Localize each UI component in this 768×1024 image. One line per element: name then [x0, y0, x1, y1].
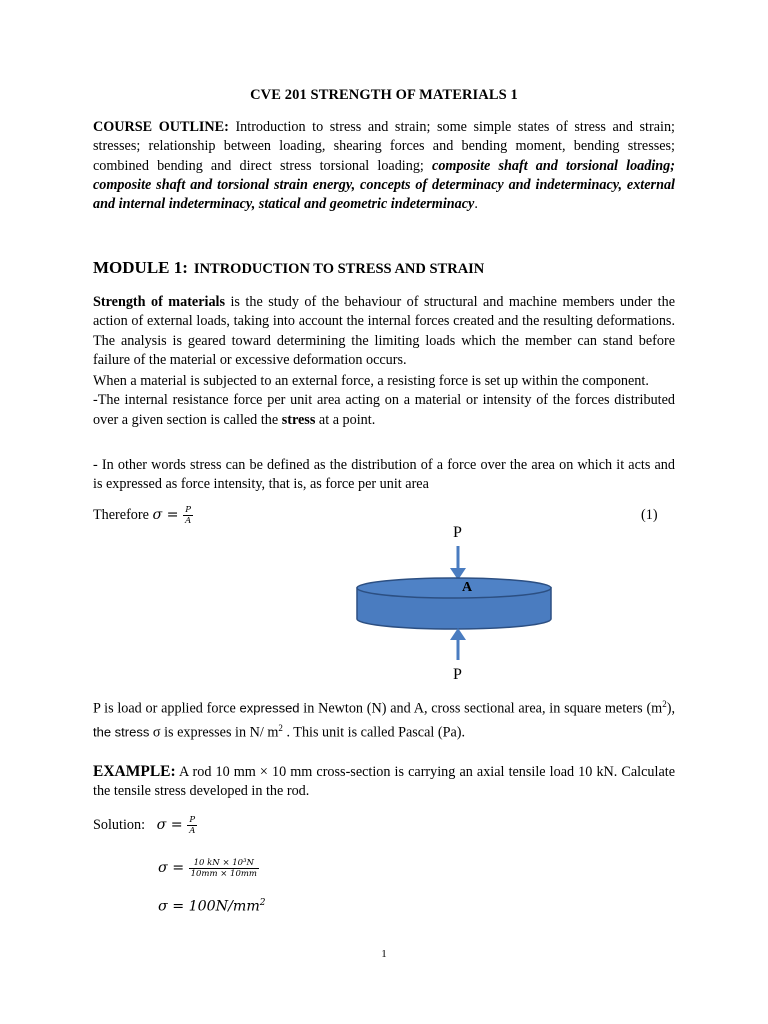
units-text-the-stress: the stress [93, 724, 150, 740]
course-title: CVE 201 STRENGTH OF MATERIALS 1 [250, 87, 518, 103]
solution-eq2-lhs: σ = [158, 859, 189, 876]
equation-1-prefix: Therefore [93, 506, 153, 523]
solution-line-2 [158, 858, 259, 879]
course-outline-emphasis: composite shaft and torsional loading; composite shaft and torsional strain energy, concepts of determinacy and indeterminacy, external and internal indeterminacy, statical and geometric indeterminacy [93, 157, 676, 213]
solution-eq2-fraction [189, 858, 259, 879]
diagram-area-label: A [462, 580, 473, 595]
bottom-load-arrow-head [450, 628, 466, 640]
strength-definition-text: is the study of the behaviour of structural and machine members under the action of external loads, taking into account the internal forces created and the resulting deformations. The analysis is geared toward determining the limiting loads which the member can stand before failure of the material or excessive deformation occurs. [93, 294, 675, 368]
solution-eq1-fraction [187, 815, 197, 836]
equation-1-fraction [183, 505, 193, 526]
module-label: MODULE 1: [93, 258, 188, 277]
module-heading [93, 258, 693, 278]
course-outline-paragraph [93, 118, 675, 214]
solution-eq1-lhs: σ = [156, 816, 188, 833]
module-title: INTRODUCTION TO STRESS AND STRAIN [193, 261, 485, 277]
example-label: EXAMPLE: [93, 763, 176, 780]
equation-1-denominator: A [185, 516, 192, 526]
diagram-top-load-label: P [453, 524, 462, 541]
strength-definition-paragraph [93, 293, 675, 370]
units-text-expressed: expressed [239, 700, 300, 716]
stress-definition-text: -The internal resistance force per unit area acting on a material or intensity of the forces distributed over a given section is called the [93, 392, 675, 428]
stress-diagram [340, 520, 570, 690]
units-text-a: P is load or applied force [93, 700, 240, 717]
stress-other-words-paragraph: - In other words stress can be defined as the distribution of a force over the area on which it acts and is expressed as force intensity, that is, as force per unit area [93, 457, 675, 493]
course-outline-label: COURSE OUTLINE: [93, 119, 229, 135]
units-text-d: ), [666, 700, 675, 717]
course-outline-text: Introduction to stress and strain; some simple states of stress and strain; stresses; relationship between loading, shearing forces and bending moment, bending stresses; combined bending and direct stress torsional loading; [93, 119, 676, 174]
diagram-graphic [340, 520, 570, 690]
solution-eq1-denominator: A [189, 826, 196, 836]
stress-intro-text: When a material is subjected to an external force, a resisting force is set up within the component. [93, 373, 649, 389]
units-text-f: σ is expresses in N/ m [149, 724, 279, 741]
solution-eq1-numerator: P [187, 815, 197, 826]
equation-1-numerator: P [183, 505, 193, 516]
stress-term: stress [281, 411, 316, 428]
units-text-g: . This unit is called Pascal (Pa). [282, 724, 466, 741]
page-number: 1 [381, 948, 387, 960]
solution-line-1 [93, 815, 197, 836]
equation-1-lhs: σ = [152, 506, 184, 523]
solution-eq2-numerator: 10 kN × 10³N [189, 858, 259, 869]
units-paragraph [93, 695, 675, 743]
equation-1-number: (1) [641, 507, 658, 523]
strength-term: Strength of materials [93, 294, 226, 310]
units-text-c: in Newton (N) and A, cross sectional area, in square meters (m [299, 700, 663, 717]
stress-definition-end: at a point. [315, 411, 376, 428]
diagram-bottom-load-label: P [453, 666, 462, 683]
solution-eq3: σ = 100N/mm [158, 898, 260, 915]
equation-1 [93, 505, 193, 526]
solution-eq2-denominator: 10mm × 10mm [190, 869, 257, 879]
units-superscript-2: 2 [278, 723, 283, 734]
stress-definition-paragraph [93, 372, 675, 430]
solution-line-3 [158, 898, 266, 915]
solution-eq3-superscript: 2 [259, 898, 266, 908]
example-paragraph [93, 762, 675, 802]
cylinder-top-face [357, 578, 551, 598]
solution-label: Solution: [93, 816, 146, 833]
example-text: A rod 10 mm × 10 mm cross-section is carrying an axial tensile load 10 kN. Calculate the tensile stress developed in the rod. [93, 764, 675, 800]
course-outline-end: . [474, 196, 478, 213]
units-superscript-1: 2 [662, 699, 667, 709]
